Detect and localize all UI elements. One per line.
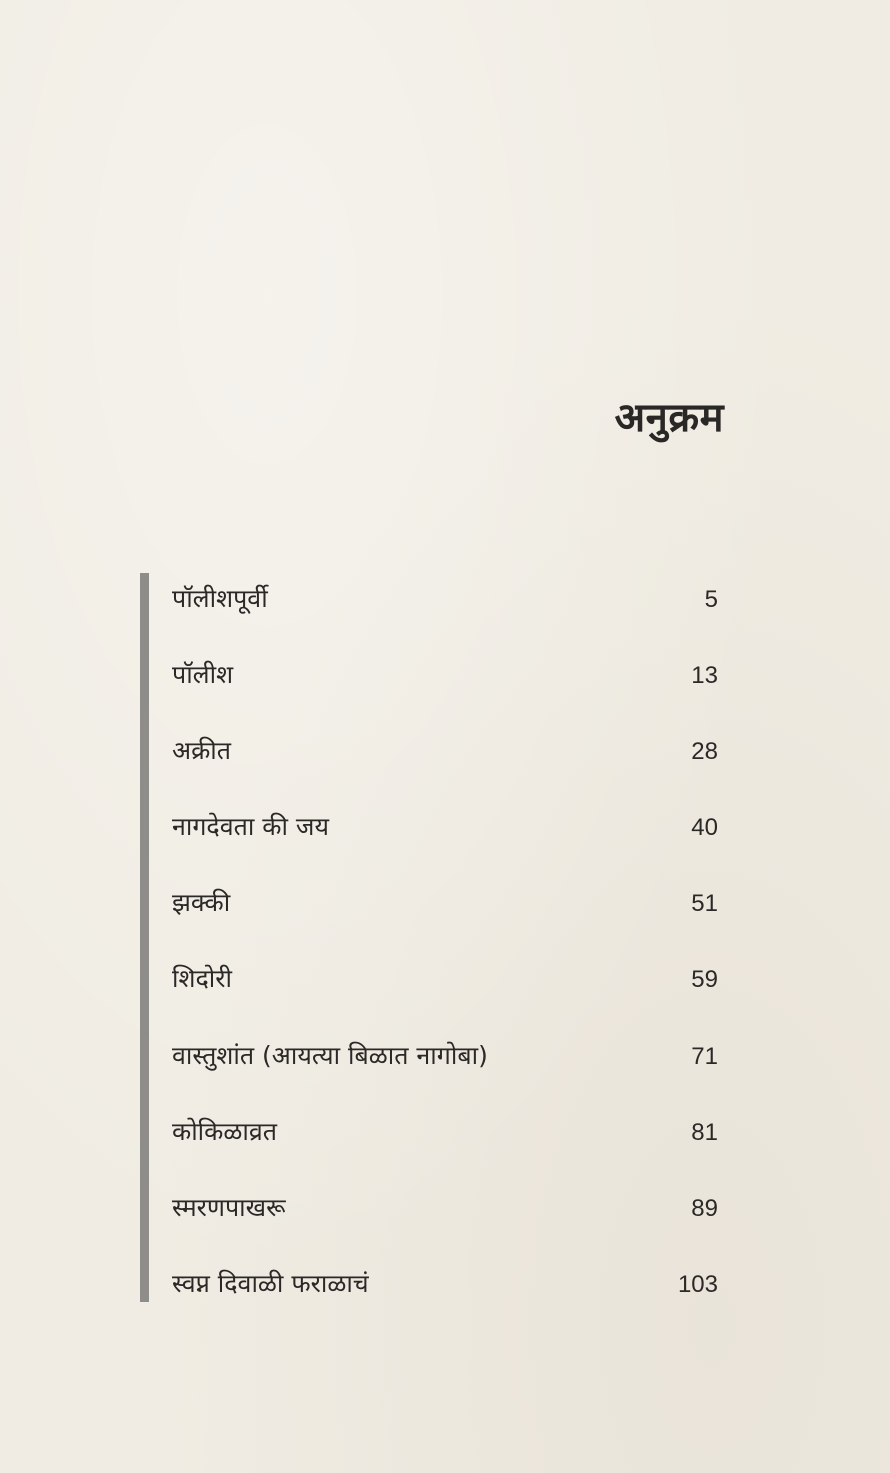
toc-entry-title: नागदेवता की जय (172, 812, 329, 842)
toc-entry-page: 81 (691, 1118, 718, 1146)
toc-entry-page: 103 (677, 1270, 718, 1298)
toc-entry (172, 958, 718, 1034)
toc-entry-title: पॉलीशपूर्वी (172, 584, 268, 613)
toc-entry-title: झक्की (172, 888, 231, 918)
toc-entry-page: 13 (691, 662, 718, 690)
page-title: अनुक्रम (614, 395, 724, 441)
toc-entry (172, 730, 718, 806)
toc-entry-page: 28 (691, 738, 718, 766)
toc-entry (172, 654, 718, 730)
toc-entry-title: अक्रीत (172, 736, 232, 766)
toc-entry (172, 806, 718, 882)
toc-entry-title: स्वप्न दिवाळी फराळाचं (172, 1268, 369, 1298)
toc-entry-title: वास्तुशांत (आयत्या बिळात नागोबा) (172, 1040, 488, 1070)
toc-entry (172, 1263, 718, 1339)
toc-entry-page: 71 (691, 1042, 718, 1070)
toc-entry (172, 578, 718, 654)
toc-vertical-rule (140, 573, 149, 1302)
toc-entry-title: स्मरणपाखरू (172, 1192, 286, 1222)
toc-entry-page: 51 (691, 890, 718, 918)
toc-entry-title: शिदोरी (172, 964, 232, 994)
toc-entry-page: 40 (691, 814, 718, 842)
toc-entry-page: 5 (704, 586, 718, 613)
table-of-contents (172, 578, 718, 1339)
toc-entry (172, 882, 718, 958)
toc-entry-page: 89 (691, 1194, 718, 1222)
toc-entry-title: कोकिळाव्रत (172, 1116, 277, 1146)
toc-entry (172, 1111, 718, 1187)
toc-entry (172, 1187, 718, 1263)
toc-entry (172, 1035, 718, 1111)
toc-entry-title: पॉलीश (172, 660, 234, 690)
toc-entry-page: 59 (691, 966, 718, 994)
